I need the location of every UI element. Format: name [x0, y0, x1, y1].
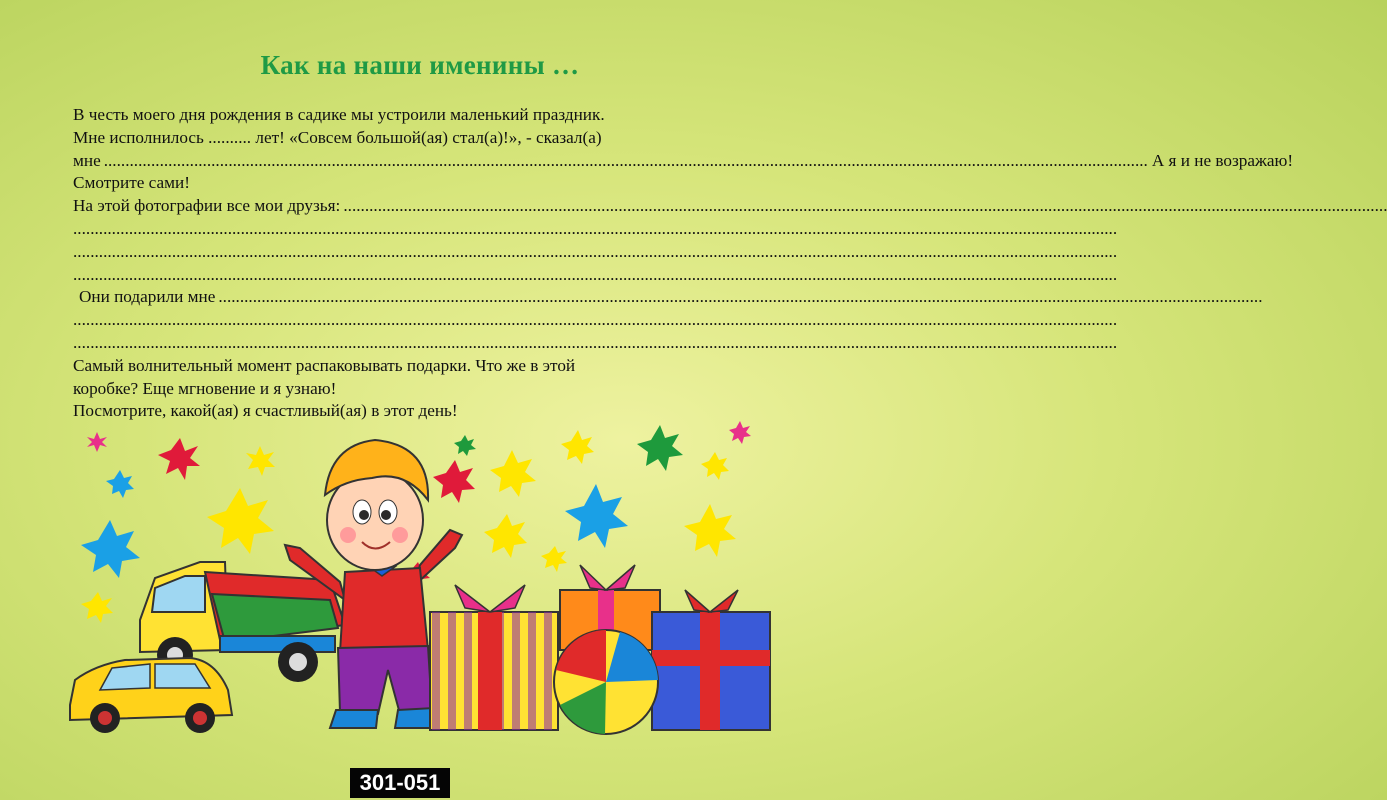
star-icon	[565, 484, 628, 548]
fill-in-dots: ...................................................................................................................................................................................................................................................	[73, 218, 1118, 238]
text-line-12: Самый волнительный момент распаковывать подарки. Что же в этой	[73, 355, 576, 375]
text-line-9-start: Они подарили мне	[79, 287, 216, 307]
star-icon	[729, 421, 751, 444]
star-icon	[106, 470, 134, 498]
text-line-1: В честь моего дня рождения в садике мы устроили маленький праздник.	[73, 105, 605, 124]
star-icon	[87, 432, 107, 452]
star-icon	[490, 450, 536, 497]
ball-icon	[554, 630, 658, 734]
star-icon	[684, 504, 736, 557]
text-line-14: Посмотрите, какой(ая) я счастливый(ая) в этот день!	[73, 401, 458, 421]
product-code-label: 301-051	[350, 768, 450, 798]
text-line-4: Смотрите сами!	[73, 173, 190, 193]
gift-box-icon	[652, 590, 770, 730]
star-icon	[541, 546, 567, 572]
fill-in-dots: ...................................................................................................................................................................................................................................................	[73, 332, 1118, 352]
star-icon	[81, 592, 113, 623]
text-line-13: коробке? Еще мгновение и я узнаю!	[73, 378, 337, 398]
text-line-3-start: мне	[73, 150, 101, 170]
gift-box-icon	[430, 585, 558, 730]
car-icon	[70, 658, 232, 733]
fill-in-dots: ...................................................................................................................................................................................................................................................	[343, 196, 1387, 216]
star-icon	[158, 438, 200, 480]
star-icon	[433, 460, 475, 503]
text-line-3-end: А я и не возражаю!	[1151, 150, 1294, 170]
star-icon	[81, 520, 140, 578]
star-icon	[454, 435, 476, 456]
star-icon	[701, 452, 729, 480]
star-icon	[637, 425, 683, 471]
fill-in-dots: ...................................................................................................................................................................................................................................................	[73, 310, 1118, 330]
page-title: Как на наши именины …	[260, 50, 580, 80]
fill-in-dots: ...................................................................................................................................................................................................................................................	[103, 150, 1148, 170]
text-line-5-start: На этой фотографии все мои друзья:	[73, 196, 341, 216]
star-icon	[246, 446, 275, 476]
fill-in-dots: ...................................................................................................................................................................................................................................................	[73, 264, 1118, 284]
fill-in-dots: ...................................................................................................................................................................................................................................................	[218, 287, 1263, 307]
star-icon	[207, 488, 274, 554]
fill-in-dots: ...................................................................................................................................................................................................................................................	[73, 241, 1118, 261]
star-icon	[561, 430, 594, 464]
text-line-2: Мне исполнилось .......... лет! «Совсем большой(ая) стал(а)!», - сказал(а)	[73, 127, 602, 147]
star-icon	[484, 514, 527, 558]
